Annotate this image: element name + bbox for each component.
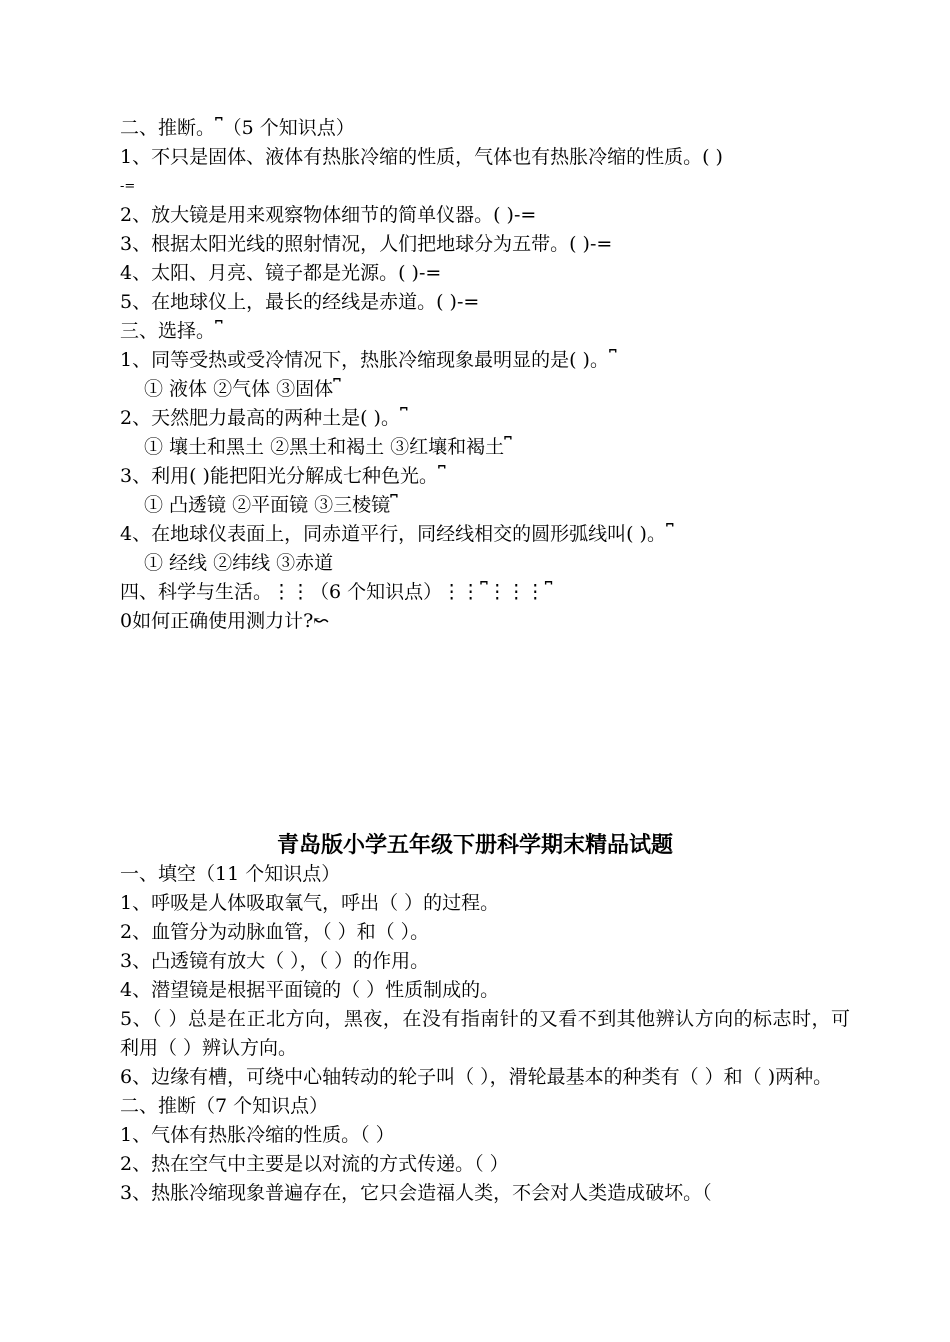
question-line: 4、潜望镜是根据平面镜的（ ）性质制成的。 — [120, 979, 500, 1001]
question-line: 3、热胀冷缩现象普遍存在，它只会造福人类，不会对人类造成破坏。（ — [120, 1182, 712, 1204]
section-heading-choice: 三、选择。⎴ — [120, 320, 223, 342]
section-heading-fill: 一、填空（11 个知识点） — [120, 863, 341, 885]
options-line: ① 液体 ②气体 ③固体⎴ — [144, 378, 341, 400]
question-line: 4、在地球仪表面上，同赤道平行，同经线相交的圆形弧线叫( )。⎴ — [120, 523, 674, 545]
question-line: 6、边缘有槽，可绕中心轴转动的轮子叫（ ），滑轮最基本的种类有（ ）和（ )两种。 — [120, 1066, 833, 1088]
question-line: 2、血管分为动脉血管，（ ）和（ ）。 — [120, 921, 430, 943]
question-line: 3、凸透镜有放大（ ），（ ）的作用。 — [120, 950, 430, 972]
section-heading-life: 四、科学与生活。⋮⋮（6 个知识点）⋮⋮⎴⋮⋮⋮⎴ — [120, 581, 553, 603]
question-line: 2、天然肥力最高的两种土是( )。⎴ — [120, 407, 408, 429]
options-line: ① 壤土和黑土 ②黑土和褐土 ③红壤和褐土⎴ — [144, 436, 512, 458]
exam-title: 青岛版小学五年级下册科学期末精品试题 — [276, 832, 673, 858]
question-line: 1、气体有热胀冷缩的性质。（ ） — [120, 1124, 395, 1146]
question-line: 4、太阳、月亮、镜子都是光源。( )-= — [120, 262, 442, 284]
section-heading-judge: 二、推断。⎴（5 个知识点） — [120, 117, 355, 139]
question-line: 1、呼吸是人体吸取氧气，呼出（ ）的过程。 — [120, 892, 500, 914]
question-line: 3、利用( )能把阳光分解成七种色光。⎴ — [120, 465, 446, 487]
options-line: ① 经线 ②纬线 ③赤道 — [144, 552, 334, 574]
question-line: -= — [120, 179, 136, 194]
question-line: 0如何正确使用测力计?↜ — [120, 610, 330, 632]
question-line: 2、热在空气中主要是以对流的方式传递。（ ） — [120, 1153, 509, 1175]
question-line: 3、根据太阳光线的照射情况，人们把地球分为五带。( )-= — [120, 233, 613, 255]
question-line: 5、（ ）总是在正北方向，黑夜，在没有指南针的又看不到其他辨认方向的标志时，可利用（ ）辨认方向。 — [120, 1008, 850, 1059]
question-line: 2、放大镜是用来观察物体细节的简单仪器。( )-= — [120, 204, 537, 226]
part2-block — [120, 860, 850, 1208]
options-line: ① 凸透镜 ②平面镜 ③三棱镜⎴ — [144, 494, 398, 516]
section-heading-judge: 二、推断（7 个知识点） — [120, 1095, 329, 1117]
question-line: 5、在地球仪上，最长的经线是赤道。( )-= — [120, 291, 480, 313]
question-line: 1、不只是固体、液体有热胀冷缩的性质，气体也有热胀冷缩的性质。( ) — [120, 146, 723, 168]
part1-block — [120, 114, 850, 636]
question-line: 1、同等受热或受冷情况下，热胀冷缩现象最明显的是( )。⎴ — [120, 349, 617, 371]
